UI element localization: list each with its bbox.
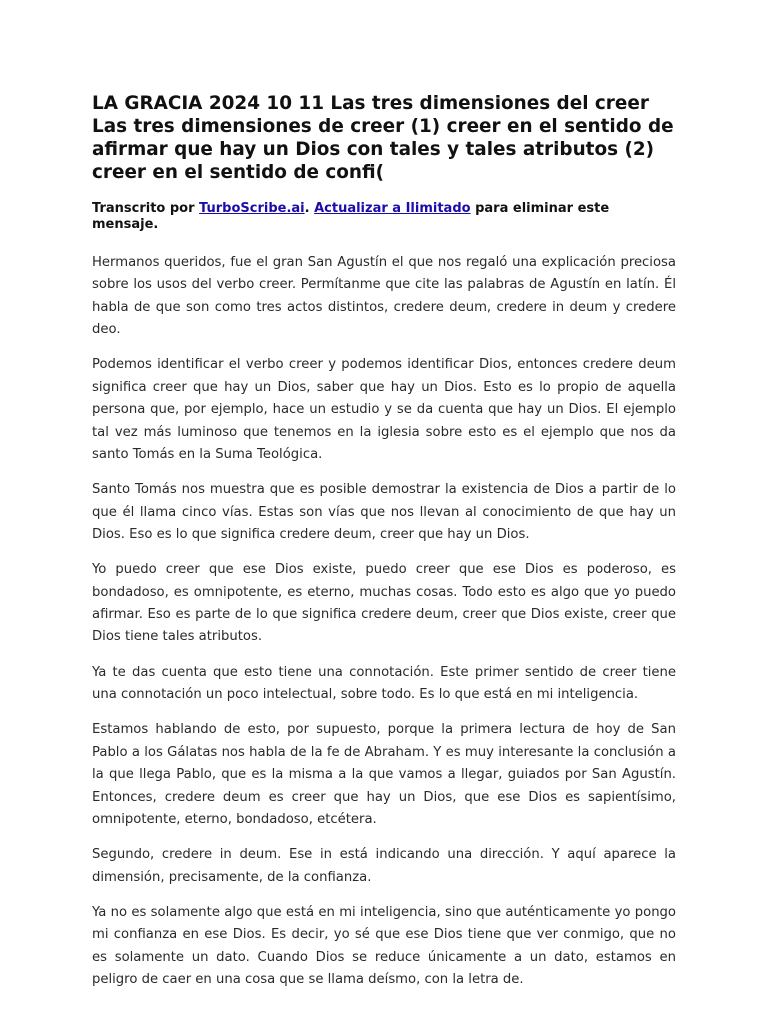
upgrade-unlimited-link[interactable]: Actualizar a Ilimitado — [314, 201, 471, 216]
notice-prefix: Transcrito por — [92, 201, 200, 216]
paragraph: Segundo, credere in deum. Ese in está indicando una dirección. Y aquí aparece la dimensión, precisamente, de la confianza. — [92, 847, 676, 885]
paragraph: Podemos identificar el verbo creer y podemos identificar Dios, entonces credere deum significa creer que hay un Dios, saber que hay un Dios. Esto es lo propio de aquella persona que, por ejemplo, hace un estudio y se da cuenta que hay un Dios. El ejemplo tal vez más luminoso que tenemos en la iglesia sobre esto es el ejemplo que nos da santo Tomás en la Suma Teológica. — [92, 357, 676, 463]
turboscribe-link[interactable]: TurboScribe.ai — [199, 201, 305, 216]
notice-separator: . — [304, 201, 315, 216]
paragraph: Ya te das cuenta que esto tiene una connotación. Este primer sentido de creer tiene una connotación un poco intelectual, sobre todo. Es lo que está en mi inteligencia. — [92, 664, 676, 703]
paragraph: Yo puedo creer que ese Dios existe, puedo creer que ese Dios es poderoso, es bondadoso, es omnipotente, es eterno, muchas cosas. Todo esto es algo que yo puedo afirmar. Eso es parte de lo que significa credere deum, creer que Dios existe, creer que Dios tiene tales atributos. — [92, 562, 676, 645]
notice-suffix: para eliminar este mensaje. — [92, 201, 610, 232]
paragraph: Estamos hablando de esto, por supuesto, porque la primera lectura de hoy de San Pablo a los Gálatas nos habla de la fe de Abraham. Y es muy interesante la conclusión a la que llega Pablo, que es la misma a la que vamos a llegar, guiados por San Agustín. Entonces, credere deum es creer que hay un Dios, que ese Dios es sapientísimo, omnipotente, eterno, bondadoso, etcétera. — [92, 722, 676, 827]
transcription-notice — [92, 201, 676, 233]
paragraph: Santo Tomás nos muestra que es posible demostrar la existencia de Dios a partir de lo que él llama cinco vías. Estas son vías que nos llevan al conocimiento de que hay un Dios. Eso es lo que significa credere deum, creer que hay un Dios. — [92, 482, 676, 543]
paragraph: Ya no es solamente algo que está en mi inteligencia, sino que auténticamente yo pongo mi confianza en ese Dios. Es decir, yo sé que ese Dios tiene que ver conmigo, que no es solamente un dato. Cuando Dios se reduce únicamente a un dato, estamos en peligro de caer en una cosa que se llama deísmo, con la letra de. — [92, 904, 676, 987]
document-title: LA GRACIA 2024 10 11 Las tres dimensiones del creer Las tres dimensiones de creer (1) creer en el sentido de afirmar que hay un Dios con tales y tales atributos (2) creer en el sentido de confi( — [92, 93, 674, 183]
paragraph: Hermanos queridos, fue el gran San Agustín el que nos regaló una explicación preciosa sobre los usos del verbo creer. Permítanme que cite las palabras de Agustín en latín. Él habla de que son como tres actos distintos, credere deum, credere in deum y credere deo. — [92, 255, 676, 338]
